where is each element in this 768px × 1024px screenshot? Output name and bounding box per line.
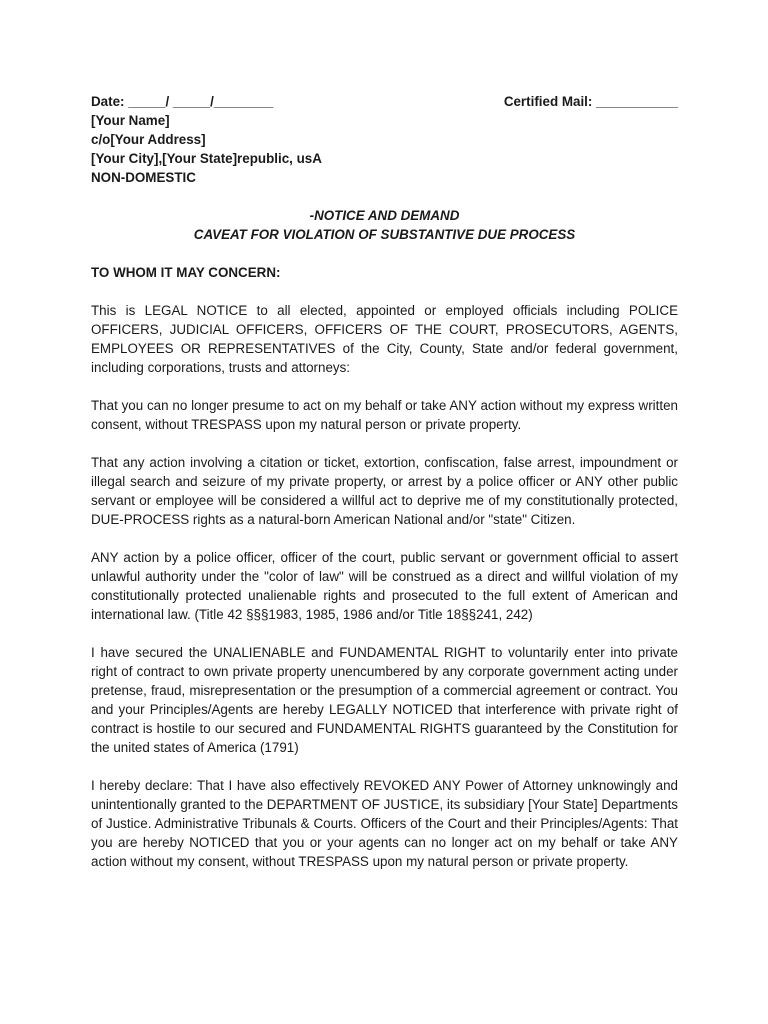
paragraph-legal-notice: This is LEGAL NOTICE to all elected, appointed or employed officials including POLICE OFFICERS, JUDICIAL OFFICERS, OFFICERS OF THE COURT, PROSECUTORS, AGENTS, EMPLOYEES OR REPRESENTATIVES of the City, County, State and/or federal government, including corporations, trusts and attorneys:	[91, 303, 678, 375]
sender-address: c/o[Your Address]	[91, 132, 206, 147]
header-row	[91, 92, 678, 111]
title-line-1: -NOTICE AND DEMAND	[309, 208, 460, 223]
salutation: TO WHOM IT MAY CONCERN:	[91, 265, 281, 280]
paragraph-right-of-contract: I have secured the UNALIENABLE and FUNDAMENTAL RIGHT to voluntarily enter into private right of contract to own private property unencumbered by any corporate government acting under pretense, fraud, misrepresentation or the presumption of a commercial agreement or contract. You and your Principles/Agents are hereby LEGALLY NOTICED that interference with private right of contract is hostile to our secured and FUNDAMENTAL RIGHTS guaranteed by the Constitution for the united states of America (1791)	[91, 645, 678, 755]
paragraph-revocation: I hereby declare: That I have also effectively REVOKED ANY Power of Attorney unknowingly and unintentionally granted to the DEPARTMENT OF JUSTICE, its subsidiary [Your State] Departments of Justice. Administrative Tribunals & Courts. Officers of the Court and their Principles/Agents: That you are hereby NOTICED that you or your agents can no longer act on my behalf or take ANY action without my consent, without TRESPASS upon my natural person or private property.	[91, 778, 678, 869]
sender-block	[91, 111, 678, 187]
document-title	[91, 206, 678, 244]
paragraph-willful-act: That any action involving a citation or ticket, extortion, confiscation, false arrest, impoundment or illegal search and seizure of my private property, or arrest by a police officer or ANY other public servant or employee will be considered a willful act to deprive me of my constitutionally protected, DUE-PROCESS rights as a natural-born American National and/or "state" Citizen.	[91, 455, 678, 527]
title-line-2: CAVEAT FOR VIOLATION OF SUBSTANTIVE DUE PROCESS	[193, 227, 576, 242]
paragraph-color-of-law: ANY action by a police officer, officer of the court, public servant or government official to assert unlawful authority under the "color of law" will be construed as a direct and willful violation of my constitutionally protected unalienable rights and prosecuted to the full extent of American and international law. (Title 42 §§§1983, 1985, 1986 and/or Title 18§§241, 242)	[91, 550, 678, 622]
sender-city-state: [Your City],[Your State]republic, usA	[91, 151, 322, 166]
sender-name: [Your Name]	[91, 113, 170, 128]
sender-status: NON-DOMESTIC	[91, 170, 196, 185]
document-page	[91, 92, 678, 871]
certified-mail-line: Certified Mail: ___________	[503, 94, 678, 109]
paragraph-no-presumption: That you can no longer presume to act on my behalf or take ANY action without my express written consent, without TRESPASS upon my natural person or private property.	[91, 398, 678, 432]
date-line: Date: _____/ _____/________	[91, 94, 274, 109]
